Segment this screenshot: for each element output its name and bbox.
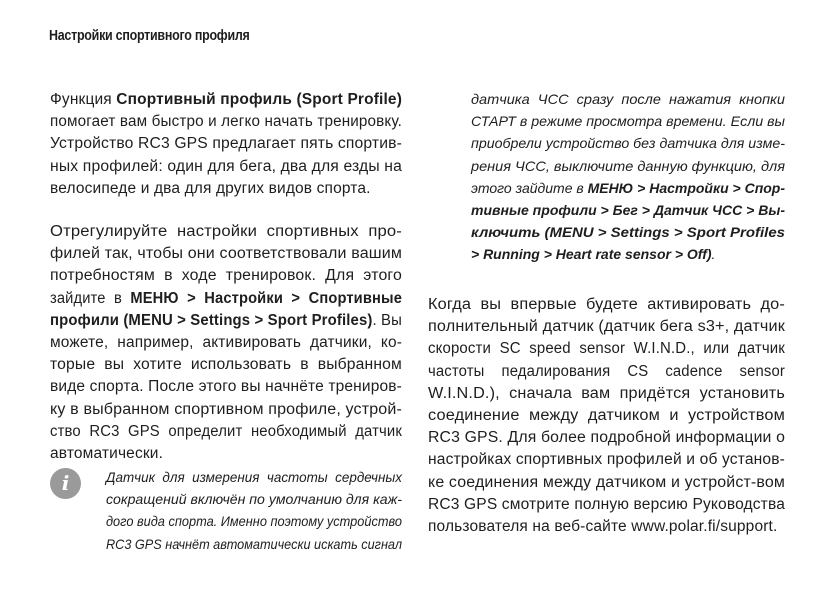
text-run: дого вида спорта. Именно поэтому устройство bbox=[106, 513, 402, 530]
text-line bbox=[50, 310, 402, 332]
text-line bbox=[428, 427, 785, 449]
text-run: частоты педалирования CS cadence sensor bbox=[428, 362, 785, 380]
text-run: RC3 GPS начнёт автоматически искать сигнал bbox=[106, 535, 403, 552]
text-line bbox=[50, 178, 402, 200]
text-run: СТАРТ в режиме просмотра времени. Если вы bbox=[471, 113, 785, 130]
text-line bbox=[428, 383, 785, 405]
text-line bbox=[428, 472, 785, 494]
text-run: приобрели устройство без датчика для изме- bbox=[471, 135, 786, 152]
text-run: велосипеде и два для других видов спорта. bbox=[50, 179, 371, 197]
text-run: виде спорта. После этого вы начнёте трениров- bbox=[50, 378, 403, 396]
bold-text: ключить (MENU > Settings > Sport Profiles bbox=[471, 224, 785, 241]
text-run: полнительный датчик (датчик бега s3+, датчик bbox=[428, 318, 785, 336]
text-line bbox=[471, 221, 785, 243]
text-line bbox=[50, 443, 402, 465]
text-run: потребностям в ходе тренировок. Для этого bbox=[50, 267, 402, 285]
bold-text: > Running > Heart rate sensor > Off) bbox=[471, 246, 712, 263]
text-line bbox=[50, 133, 402, 155]
text-line bbox=[50, 354, 402, 376]
text-line bbox=[50, 421, 402, 443]
text-line bbox=[106, 533, 402, 555]
page-title: Настройки спортивного профиля bbox=[49, 28, 250, 44]
text-line bbox=[428, 294, 785, 316]
paragraph-sensor-pairing bbox=[428, 294, 785, 538]
text-run: Функция bbox=[50, 91, 117, 108]
text-line bbox=[428, 516, 785, 538]
text-line bbox=[471, 155, 785, 177]
bold-text: МЕНЮ > Настройки > Спор- bbox=[587, 179, 786, 196]
text-line bbox=[471, 132, 785, 154]
bold-text: тивные профили > Бег > Датчик ЧСС > Вы- bbox=[471, 201, 786, 218]
text-run: ке соединения между датчиком и устройст-вом bbox=[428, 473, 786, 491]
text-run: RC3 GPS смотрите полную версию Руководства bbox=[428, 495, 785, 513]
text-line bbox=[50, 332, 402, 354]
text-run: ство RC3 GPS определит необходимый датчик bbox=[50, 422, 403, 440]
paragraph-adjust-settings bbox=[50, 221, 402, 465]
text-run: пользователя на веб-сайте www.polar.fi/support. bbox=[428, 517, 778, 535]
info-icon: i bbox=[50, 468, 81, 499]
text-run: торые вы хотите использовать в выбранном bbox=[50, 356, 402, 374]
text-line bbox=[428, 361, 785, 383]
text-line bbox=[428, 316, 785, 338]
text-line bbox=[50, 399, 402, 421]
text-line bbox=[50, 111, 402, 133]
note-text-part-1 bbox=[106, 466, 402, 555]
text-line bbox=[50, 221, 402, 243]
text-line bbox=[106, 466, 402, 488]
text-line bbox=[471, 199, 785, 221]
text-run: помогает вам быстро и легко начать тренировку. bbox=[50, 113, 403, 131]
text-run: настройках спортивных профилей и об установ- bbox=[428, 451, 786, 469]
text-line bbox=[106, 510, 402, 532]
text-run: зайдите в bbox=[50, 289, 131, 307]
text-line bbox=[471, 88, 785, 110]
text-line bbox=[428, 338, 785, 360]
text-line bbox=[471, 110, 785, 132]
text-run: этого зайдите в bbox=[471, 179, 588, 196]
bold-text: Спортивный профиль (Sport Profile) bbox=[116, 91, 403, 108]
text-line bbox=[106, 488, 402, 510]
text-run: ных профилей: один для бега, два для езды на bbox=[50, 157, 403, 175]
text-run: Устройство RC3 GPS предлагает пять спортив- bbox=[50, 135, 403, 153]
text-run: Когда вы впервые будете активировать до- bbox=[428, 296, 785, 313]
bold-text: профили (MENU > Settings > Sport Profiles) bbox=[50, 311, 373, 329]
bold-text: МЕНЮ > Настройки > Спортивные bbox=[130, 289, 403, 307]
text-run: Отрегулируйте настройки спортивных про- bbox=[50, 223, 403, 240]
text-run: можете, например, активировать датчики, ко- bbox=[50, 333, 403, 351]
text-line bbox=[50, 89, 402, 111]
text-line bbox=[471, 177, 785, 199]
text-line bbox=[50, 156, 402, 178]
text-run: филей так, чтобы они соответствовали вашим bbox=[50, 245, 402, 263]
text-run: ку в выбранном спортивном профиле, устрой- bbox=[50, 400, 403, 418]
text-run: Датчик для измерения частоты сердечных bbox=[106, 469, 402, 485]
text-run: скорости SC speed sensor W.I.N.D., или датчик bbox=[428, 340, 786, 358]
paragraph-sport-profile-intro bbox=[50, 89, 402, 200]
text-run: датчика ЧСС сразу после нажатия кнопки bbox=[471, 91, 786, 107]
text-run: . bbox=[711, 246, 716, 263]
text-line bbox=[471, 243, 785, 265]
text-run: рения ЧСС, выключите данную функцию, для bbox=[471, 157, 786, 174]
text-run: W.I.N.D.), сначала вам придётся установить bbox=[428, 384, 785, 402]
text-run: автоматически. bbox=[50, 444, 164, 462]
text-line bbox=[50, 376, 402, 398]
text-line bbox=[428, 494, 785, 516]
text-line bbox=[428, 449, 785, 471]
note-text-part-2 bbox=[471, 88, 785, 266]
text-line bbox=[50, 243, 402, 265]
text-run: сокращений включён по умолчанию для каж- bbox=[106, 491, 402, 508]
text-run: соединение между датчиком и устройством bbox=[428, 406, 785, 424]
text-line bbox=[50, 265, 402, 287]
text-run: RC3 GPS. Для более подробной информации о bbox=[428, 429, 786, 447]
text-run: . Вы bbox=[372, 311, 403, 329]
text-line bbox=[50, 288, 402, 310]
text-line bbox=[428, 405, 785, 427]
